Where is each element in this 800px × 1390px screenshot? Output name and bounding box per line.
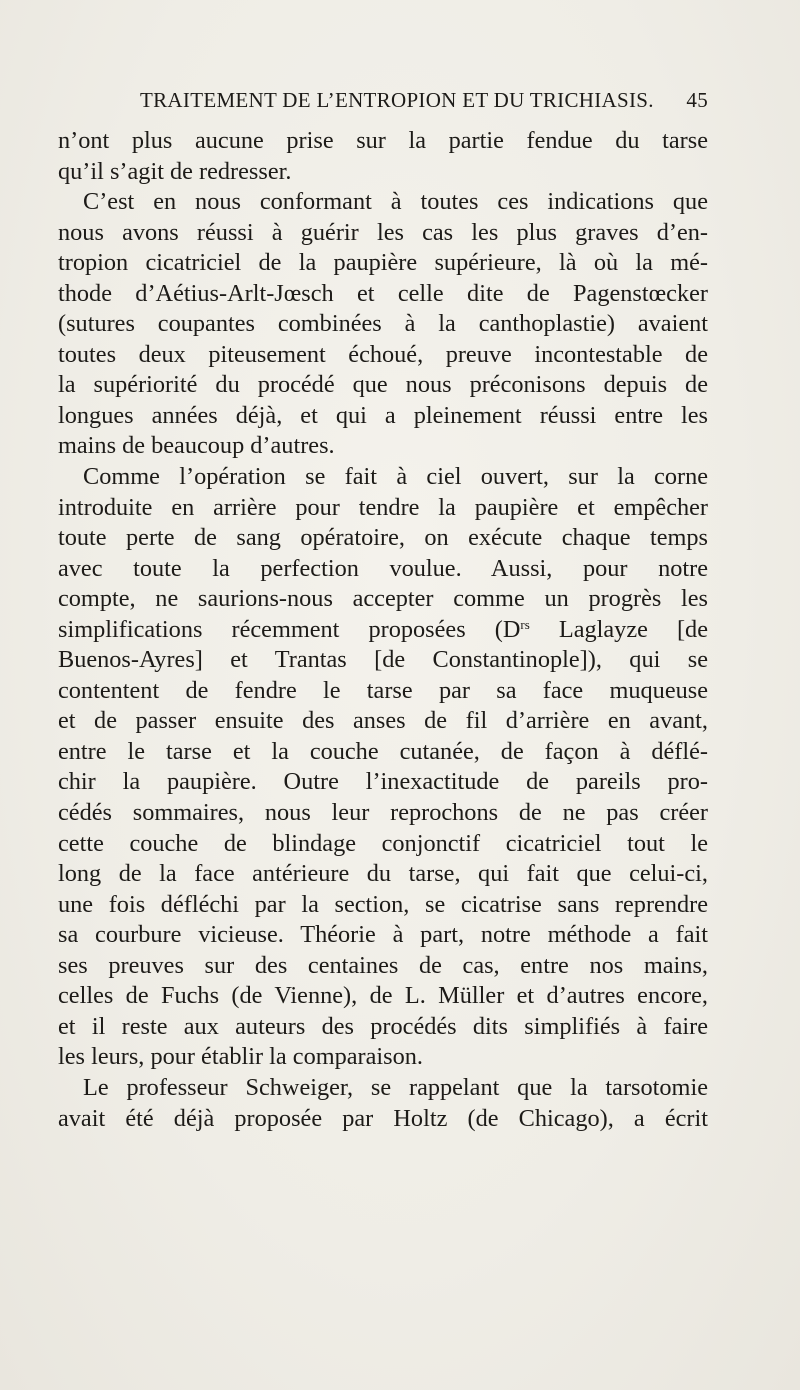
text-line: n’ont plus aucune prise sur la partie fendue du tarse	[58, 127, 708, 154]
body-text	[58, 126, 708, 1134]
text-line: contentent de fendre le tarse par sa face muqueuse	[58, 676, 708, 704]
text-line: cette couche de blindage conjonctif cicatriciel tout le	[58, 829, 708, 857]
superscript: rs	[520, 616, 530, 632]
text-line: nous avons réussi à guérir les cas les plus graves d’en-	[58, 218, 708, 246]
text-line-with-superscript	[58, 615, 708, 646]
text-line: ses preuves sur des centaines de cas, entre nos mains,	[58, 951, 708, 979]
text-line: avait été déjà proposée par Holtz (de Chicago), a écrit	[58, 1104, 708, 1132]
text-line: C’est en nous conformant à toutes ces indications que	[83, 188, 708, 216]
text-line: Le professeur Schweiger, se rappelant que la tarsotomie	[83, 1073, 708, 1101]
text-line: toute perte de sang opératoire, on exécute chaque temps	[58, 524, 708, 552]
text-line: sa courbure vicieuse. Théorie à part, notre méthode a fait	[58, 921, 708, 949]
text-line: cédés sommaires, nous leur reprochons de ne pas créer	[58, 799, 708, 827]
text-line: et il reste aux auteurs des procédés dits simplifiés à faire	[58, 1012, 708, 1040]
page-number: 45	[686, 88, 708, 112]
running-title: TRAITEMENT DE L’ENTROPION ET DU TRICHIASIS.	[140, 88, 654, 112]
text-line: tropion cicatriciel de la paupière supérieure, là où la mé-	[58, 249, 708, 277]
text-line: thode d’Aétius-Arlt-Jœsch et celle dite de Pagenstœcker	[58, 279, 708, 307]
text-line: compte, ne saurions-nous accepter comme un progrès les	[58, 585, 708, 613]
running-header	[140, 88, 708, 116]
text-line: mains de beaucoup d’autres.	[58, 432, 335, 460]
text-line: Buenos-Ayres] et Trantas [de Constantinople]), qui se	[58, 646, 708, 674]
text-line: entre le tarse et la couche cutanée, de façon à déflé-	[58, 737, 708, 765]
text-line: (sutures coupantes combinées à la canthoplastie) avaient	[58, 310, 708, 338]
text-line: celles de Fuchs (de Vienne), de L. Müller et d’autres encore,	[58, 982, 708, 1010]
text-line: introduite en arrière pour tendre la paupière et empêcher	[58, 493, 708, 521]
text-line: la supériorité du procédé que nous préconisons depuis de	[58, 371, 708, 399]
text-line: Comme l’opération se fait à ciel ouvert, sur la corne	[83, 463, 708, 491]
text-line: chir la paupière. Outre l’inexactitude de pareils pro-	[58, 768, 708, 796]
text-line: et de passer ensuite des anses de fil d’arrière en avant,	[58, 707, 708, 735]
text-line: toutes deux piteusement échoué, preuve incontestable de	[58, 340, 708, 368]
text-line: les leurs, pour établir la comparaison.	[58, 1043, 424, 1071]
text-line: long de la face antérieure du tarse, qui fait que celui-ci,	[58, 860, 708, 888]
text-line: longues années déjà, et qui a pleinement réussi entre les	[58, 401, 708, 429]
text-line: qu’il s’agit de redresser.	[58, 157, 292, 185]
text-segment: simplifications récemment proposées (D	[58, 615, 521, 643]
text-line: avec toute la perfection voulue. Aussi, pour notre	[58, 554, 708, 582]
text-segment: Laglayze [de	[529, 615, 708, 643]
text-line: une fois défléchi par la section, se cicatrise sans reprendre	[58, 890, 708, 918]
